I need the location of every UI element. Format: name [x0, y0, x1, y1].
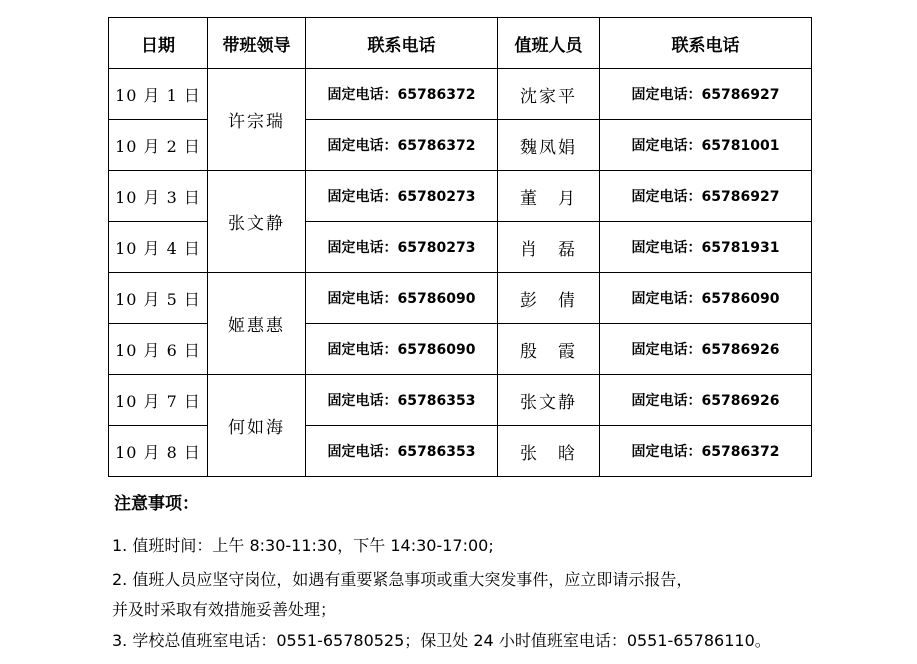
header-leader: 带班领导	[208, 18, 306, 69]
duty-schedule-table	[108, 17, 812, 477]
note-line-2-continued: 并及时采取有效措施妥善处理；	[112, 600, 337, 619]
date-cell: 10 月 3 日	[109, 171, 208, 222]
leader-phone-cell: 固定电话：65786372	[306, 120, 498, 171]
table-header-row	[109, 18, 812, 69]
leader-cell: 张文静	[208, 171, 306, 273]
leader-phone-cell: 固定电话：65786353	[306, 375, 498, 426]
table-row	[109, 273, 812, 324]
staff-phone-cell: 固定电话：65786927	[600, 69, 812, 120]
staff-cell: 张 晗	[498, 426, 600, 477]
leader-phone-cell: 固定电话：65786372	[306, 69, 498, 120]
leader-phone-cell: 固定电话：65786090	[306, 273, 498, 324]
table-row	[109, 375, 812, 426]
header-staff: 值班人员	[498, 18, 600, 69]
leader-cell: 何如海	[208, 375, 306, 477]
leader-phone-cell: 固定电话：65780273	[306, 222, 498, 273]
table-row	[109, 171, 812, 222]
date-cell: 10 月 1 日	[109, 69, 208, 120]
date-cell: 10 月 6 日	[109, 324, 208, 375]
staff-cell: 张文静	[498, 375, 600, 426]
staff-phone-cell: 固定电话：65786926	[600, 375, 812, 426]
header-staff-phone: 联系电话	[600, 18, 812, 69]
date-cell: 10 月 7 日	[109, 375, 208, 426]
note-line-2: 2. 值班人员应坚守岗位，如遇有重要紧急事项或重大突发事件，应立即请示报告，	[112, 570, 693, 589]
leader-phone-cell: 固定电话：65786090	[306, 324, 498, 375]
staff-phone-cell: 固定电话：65786372	[600, 426, 812, 477]
leader-cell: 许宗瑞	[208, 69, 306, 171]
date-cell: 10 月 2 日	[109, 120, 208, 171]
staff-phone-cell: 固定电话：65781001	[600, 120, 812, 171]
table-row	[109, 69, 812, 120]
header-date: 日期	[109, 18, 208, 69]
notes-title: 注意事项：	[114, 494, 199, 514]
date-cell: 10 月 8 日	[109, 426, 208, 477]
staff-phone-cell: 固定电话：65786090	[600, 273, 812, 324]
staff-phone-cell: 固定电话：65786927	[600, 171, 812, 222]
note-line-1: 1. 值班时间：上午 8:30-11:30，下午 14:30-17:00;	[112, 536, 494, 555]
leader-phone-cell: 固定电话：65786353	[306, 426, 498, 477]
staff-cell: 董 月	[498, 171, 600, 222]
leader-phone-cell: 固定电话：65780273	[306, 171, 498, 222]
staff-cell: 魏凤娟	[498, 120, 600, 171]
leader-cell: 姬惠惠	[208, 273, 306, 375]
staff-phone-cell: 固定电话：65781931	[600, 222, 812, 273]
staff-cell: 沈家平	[498, 69, 600, 120]
date-cell: 10 月 5 日	[109, 273, 208, 324]
staff-phone-cell: 固定电话：65786926	[600, 324, 812, 375]
header-leader-phone: 联系电话	[306, 18, 498, 69]
note-line-3: 3. 学校总值班室电话：0551-65780525；保卫处 24 小时值班室电话：0551-65786110。	[112, 631, 771, 650]
staff-cell: 肖 磊	[498, 222, 600, 273]
staff-cell: 殷 霞	[498, 324, 600, 375]
date-cell: 10 月 4 日	[109, 222, 208, 273]
staff-cell: 彭 倩	[498, 273, 600, 324]
